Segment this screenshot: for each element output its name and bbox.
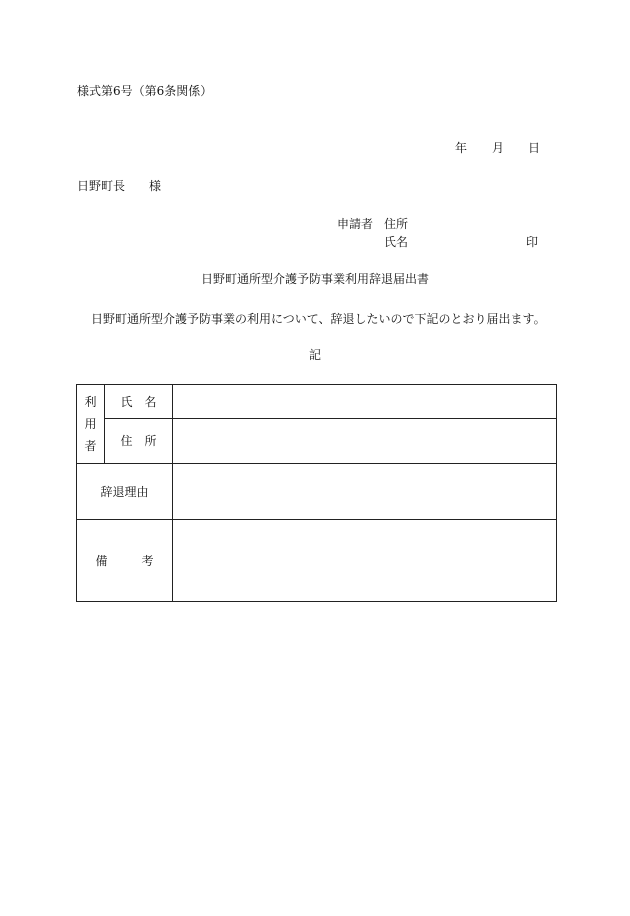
table-row-reason <box>77 464 557 520</box>
seal-label: 印 <box>526 235 539 249</box>
user-label-char: 利 <box>84 395 97 409</box>
form-number: 様式第6号（第6条関係） <box>77 84 213 98</box>
ki-heading: 記 <box>308 348 321 362</box>
document-title: 日野町通所型介護予防事業利用辞退届出書 <box>200 272 429 286</box>
reason-label-cell: 辞退理由 <box>77 464 173 520</box>
remarks-label-cell <box>77 520 173 602</box>
name-label-cell <box>105 385 173 419</box>
name-value-cell[interactable] <box>173 385 557 419</box>
address-value-cell[interactable] <box>173 419 557 464</box>
record-table <box>76 384 557 602</box>
user-label-cell <box>77 385 105 464</box>
address-label-char: 住 <box>120 434 133 448</box>
remarks-label-char: 備 <box>95 553 108 568</box>
date-year-label: 年 <box>455 141 468 155</box>
reason-value-cell[interactable] <box>173 464 557 520</box>
applicant-label: 申請者 <box>337 217 374 231</box>
remarks-value-cell[interactable] <box>173 520 557 602</box>
user-label-char: 用 <box>84 417 97 431</box>
table-row-name <box>77 385 557 419</box>
applicant-address-label: 住所 <box>384 217 409 231</box>
name-label-char: 氏 <box>120 394 133 409</box>
table-row-address <box>77 419 557 464</box>
date-month-label: 月 <box>492 141 505 155</box>
address-label-char: 所 <box>144 434 157 448</box>
applicant-name-label: 氏名 <box>384 235 409 249</box>
date-day-label: 日 <box>528 141 541 155</box>
name-label-char: 名 <box>144 394 157 409</box>
body-text: 日野町通所型介護予防事業の利用について、辞退したいので下記のとおり届出ます。 <box>91 312 546 326</box>
remarks-label-char: 考 <box>141 553 154 568</box>
address-label-cell <box>105 419 173 464</box>
user-label-char: 者 <box>84 439 97 453</box>
table-row-remarks <box>77 520 557 602</box>
addressee: 日野町長 様 <box>77 179 162 193</box>
